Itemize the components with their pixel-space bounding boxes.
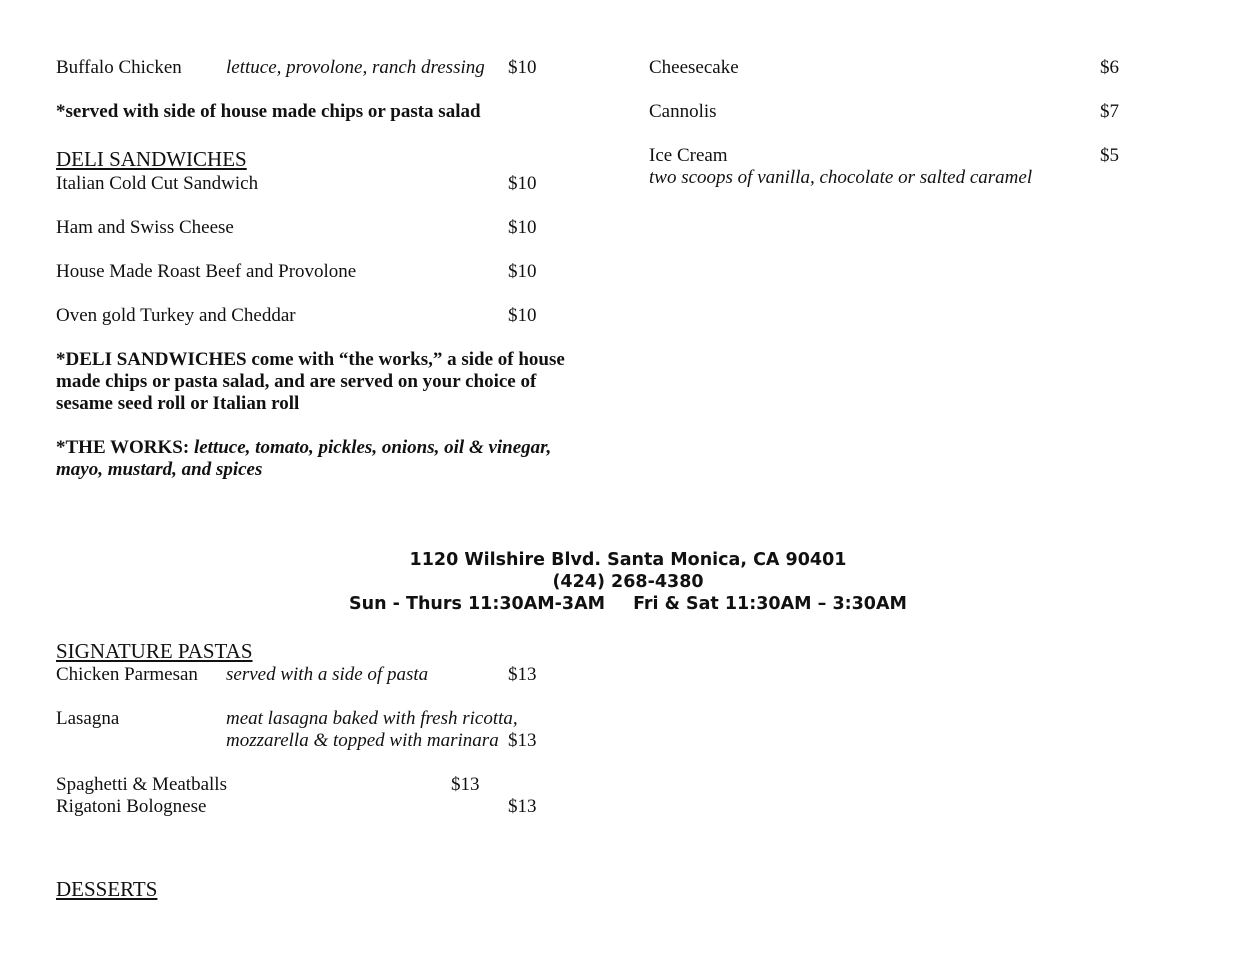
menu-item-name: Chicken Parmesan bbox=[56, 664, 198, 685]
restaurant-phone: (424) 268-4380 bbox=[552, 572, 704, 592]
deli-note-line: made chips or pasta salad, and are served on your choice of bbox=[56, 371, 537, 392]
menu-item-name: Rigatoni Bolognese bbox=[56, 796, 207, 817]
menu-item-price: $10 bbox=[508, 305, 537, 326]
menu-item-description: meat lasagna baked with fresh ricotta, bbox=[226, 708, 518, 729]
menu-item-name: House Made Roast Beef and Provolone bbox=[56, 261, 357, 282]
menu-item-name: Cannolis bbox=[649, 101, 717, 122]
menu-item-name: Spaghetti & Meatballs bbox=[56, 774, 227, 795]
menu-item-price: $13 bbox=[451, 774, 480, 795]
menu-item-price: $10 bbox=[508, 261, 537, 282]
menu-item-description: mozzarella & topped with marinara bbox=[226, 730, 499, 751]
works-note bbox=[56, 437, 551, 459]
menu-item-price: $13 bbox=[508, 796, 537, 817]
menu-item-description: served with a side of pasta bbox=[226, 664, 429, 685]
menu-item-price: $6 bbox=[1100, 57, 1119, 78]
deli-note-line: *DELI SANDWICHES come with “the works,” a side of house bbox=[56, 349, 565, 370]
menu-item-name: Ham and Swiss Cheese bbox=[56, 217, 234, 238]
hours-weekend: Fri & Sat 11:30AM – 3:30AM bbox=[633, 594, 907, 614]
works-ingredients-cont: mayo, mustard, and spices bbox=[56, 459, 263, 480]
works-label: *THE WORKS: bbox=[56, 437, 190, 458]
menu-item-price: $10 bbox=[508, 217, 537, 238]
menu-item-price: $10 bbox=[508, 57, 537, 78]
restaurant-address: 1120 Wilshire Blvd. Santa Monica, CA 90401 bbox=[409, 550, 847, 570]
section-heading-deli: DELI SANDWICHES bbox=[56, 147, 247, 171]
menu-item-price: $5 bbox=[1100, 145, 1119, 166]
restaurant-hours bbox=[0, 593, 1242, 615]
menu-item-name: Ice Cream bbox=[649, 145, 728, 166]
hours-weekday: Sun - Thurs 11:30AM-3AM bbox=[349, 594, 606, 614]
side-note: *served with side of house made chips or pasta salad bbox=[56, 101, 481, 122]
menu-item-description: two scoops of vanilla, chocolate or salted caramel bbox=[649, 167, 1033, 188]
menu-item-name: Italian Cold Cut Sandwich bbox=[56, 173, 259, 194]
menu-item-price: $13 bbox=[508, 664, 537, 685]
section-heading-pastas: SIGNATURE PASTAS bbox=[56, 639, 253, 663]
menu-item-price: $10 bbox=[508, 173, 537, 194]
works-ingredients: lettuce, tomato, pickles, onions, oil & vinegar, bbox=[193, 437, 552, 458]
menu-item-name: Buffalo Chicken bbox=[56, 57, 182, 78]
menu-item-price: $7 bbox=[1100, 101, 1119, 122]
deli-note-line: sesame seed roll or Italian roll bbox=[56, 393, 300, 414]
section-heading-desserts: DESSERTS bbox=[56, 877, 158, 901]
menu-item-name: Cheesecake bbox=[649, 57, 739, 78]
menu-item-description: lettuce, provolone, ranch dressing bbox=[226, 57, 485, 78]
menu-item-price: $13 bbox=[508, 730, 537, 751]
menu-item-name: Lasagna bbox=[56, 708, 120, 729]
menu-item-name: Oven gold Turkey and Cheddar bbox=[56, 305, 296, 326]
